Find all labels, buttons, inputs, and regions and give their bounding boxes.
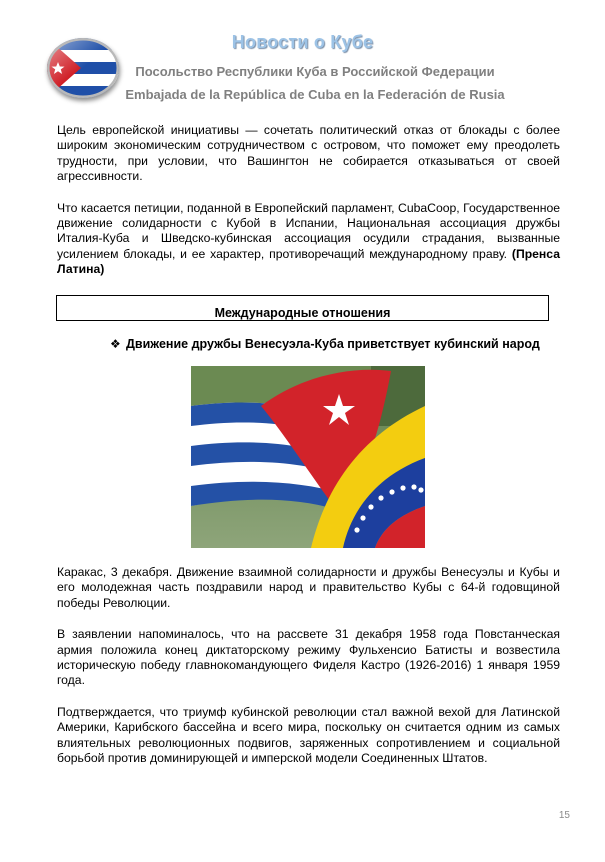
- flags-photo: [191, 366, 425, 548]
- section-heading: Международные отношения: [56, 295, 549, 321]
- article-body: [57, 565, 560, 766]
- embassy-name-russian: Посольство Республики Куба в Российской Федерации: [135, 64, 495, 79]
- site-title: Новости о Кубе: [231, 32, 374, 52]
- paragraph-text: Что касается петиции, поданной в Европейский парламент, CubaCoop, Государственное движение солидарности с Кубой в Испании, Национальная ассоциация дружбы Италия-Куба и Шведско-кубинская ассоциация осудили страдания, вызванные усилением блокады, и ее характер, противоречащий международному праву.: [57, 200, 560, 261]
- article-continued: [57, 123, 560, 278]
- page-header: [0, 0, 605, 110]
- diamond-bullet-icon: ❖: [110, 337, 121, 351]
- page-number: 15: [558, 810, 570, 821]
- paragraph: Каракас, 3 декабря. Движение взаимной солидарности и дружбы Венесуэлы и Кубы и его молодежная часть поздравили народ и правительство Кубы с 64-й годовщиной победы Революции.: [57, 565, 560, 610]
- paragraph: [57, 201, 560, 278]
- news-source: (Пренса Латина): [57, 246, 560, 277]
- paragraph: Подтверждается, что триумф кубинской революции стал важной вехой для Латинской Америки, Карибского бассейна и всего мира, поскольку он считается одним из самых влиятельных революционных подвигов, заряженных сопротивлением и социальной борьбой против доминирующей и имперской модели Соединенных Штатов.: [57, 704, 560, 766]
- embassy-name-spanish: Embajada de la República de Cuba en la Federación de Rusia: [125, 87, 505, 102]
- paragraph: Цель европейской инициативы — сочетать политический отказ от блокады с более широким экономическим сотрудничеством с островом, что поможет ему преодолеть трудности, при условии, что Вашингтон не собирается отказываться от своей агрессивности.: [57, 123, 560, 184]
- paragraph: В заявлении напоминалось, что на рассвете 31 декабря 1958 года Повстанческая армия положила конец диктаторскому режиму Фульхенсио Батисты и возвестила историческую победу главнокомандующего Фиделя Кастро (1926-2016) 1 января 1959 года.: [57, 627, 560, 688]
- article-headline: [110, 337, 560, 351]
- headline-text: Движение дружбы Венесуэла-Куба приветствует кубинский народ: [126, 337, 540, 351]
